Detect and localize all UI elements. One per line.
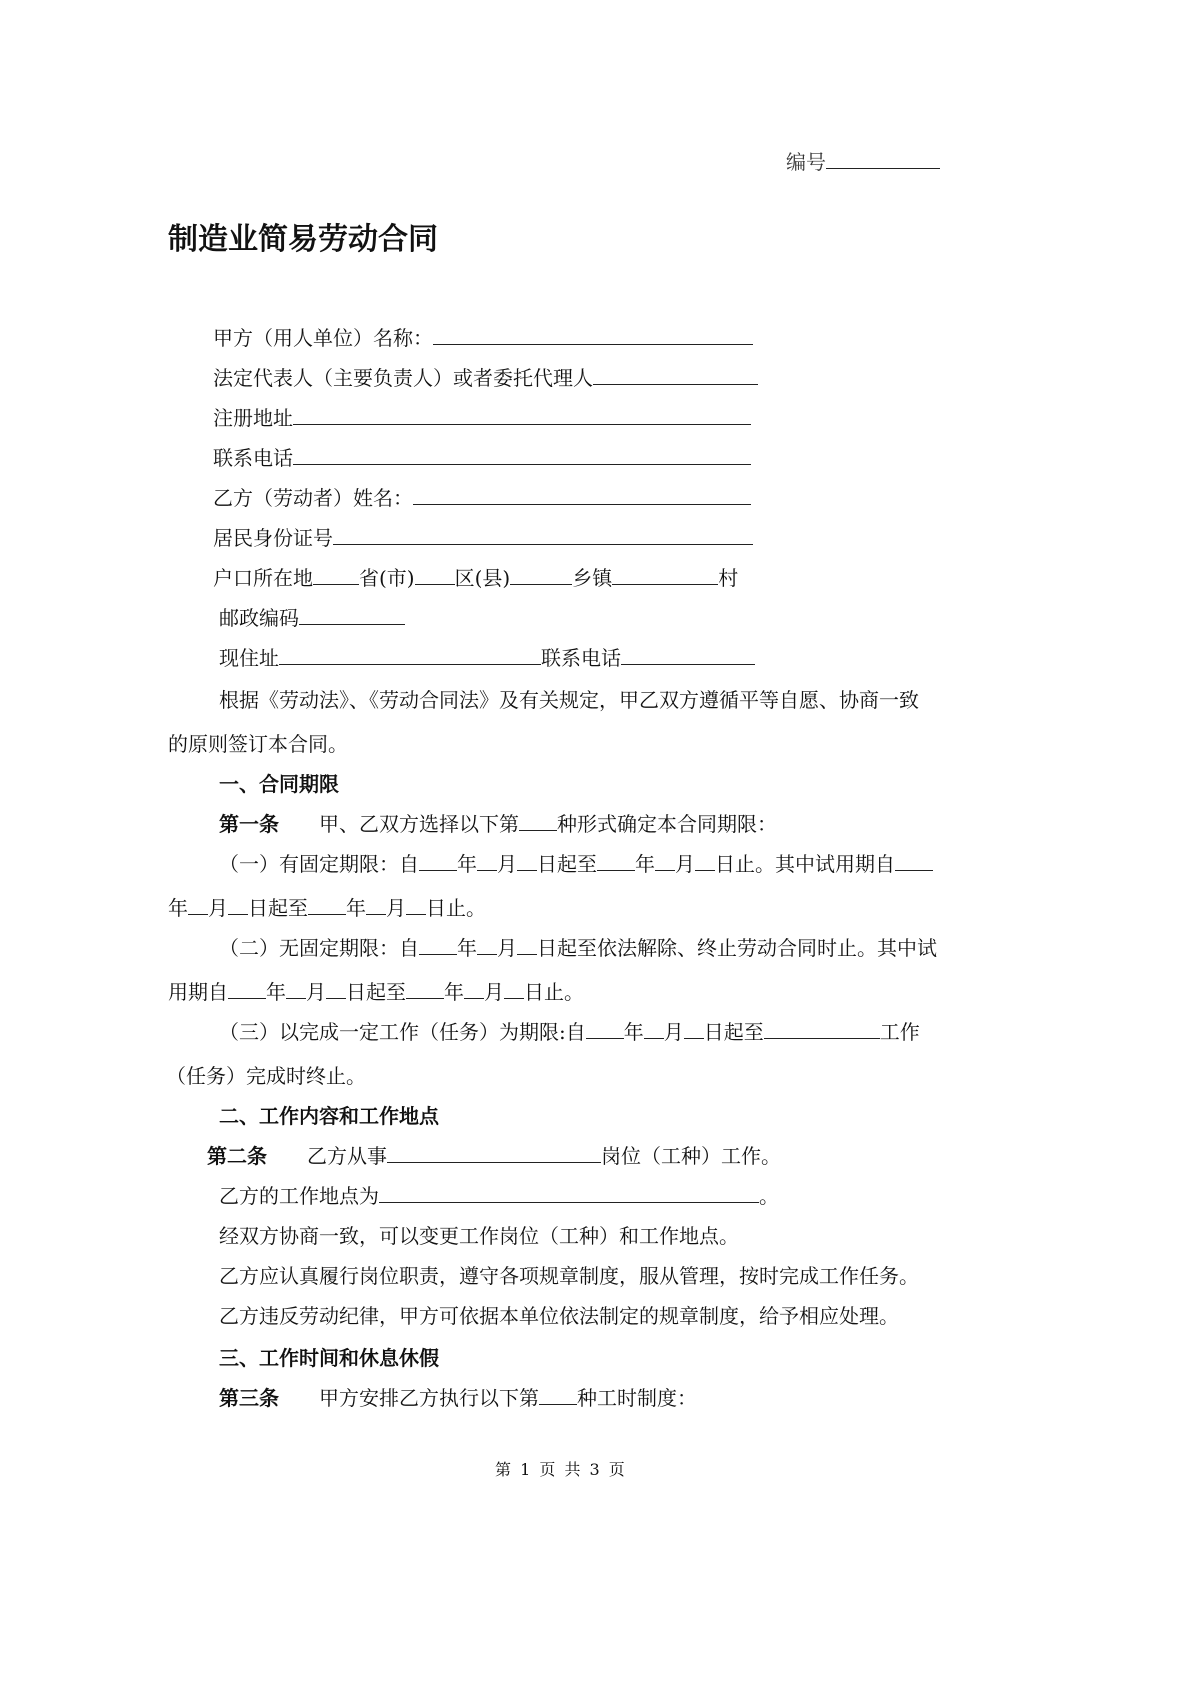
- work-place-line: [219, 1184, 779, 1208]
- section-2-line-5: 乙方违反劳动纪律，甲方可依据本单位依法制定的规章制度，给予相应处理。: [219, 1304, 899, 1328]
- year-label: 年: [444, 980, 464, 1004]
- date-blank[interactable]: [477, 936, 497, 955]
- date-blank[interactable]: [326, 980, 346, 999]
- hukou-district-blank[interactable]: [415, 566, 455, 585]
- id-number-blank[interactable]: [333, 526, 753, 545]
- article-3-text-a: 甲方安排乙方执行以下第: [319, 1386, 539, 1410]
- party-b-name-label: 乙方（劳动者）姓名：: [213, 486, 413, 510]
- hukou-district-label: 区(县): [454, 566, 511, 590]
- section-2-line-3: 经双方协商一致，可以变更工作岗位（工种）和工作地点。: [219, 1224, 739, 1248]
- option-3-line-2: （任务）完成时终止。: [166, 1064, 366, 1088]
- option-1-line-1: [219, 852, 933, 876]
- day-from-label: 日起至: [248, 896, 308, 920]
- address-phone-blank[interactable]: [621, 646, 755, 665]
- hukou-province-blank[interactable]: [313, 566, 359, 585]
- date-blank[interactable]: [464, 980, 484, 999]
- day-end-label: 日止。: [715, 852, 775, 876]
- date-blank[interactable]: [188, 896, 208, 915]
- year-label: 年: [623, 1020, 644, 1044]
- reg-address-label: 注册地址: [213, 406, 293, 430]
- hukou-line: [213, 566, 738, 590]
- id-number-line: [213, 526, 753, 550]
- date-blank[interactable]: [586, 1020, 624, 1039]
- article-1-choice-blank[interactable]: [519, 812, 557, 831]
- month-label: 月: [306, 980, 326, 1004]
- article-2-text-a: 乙方从事: [307, 1144, 387, 1168]
- phone-label: 联系电话: [213, 446, 293, 470]
- task-blank[interactable]: [764, 1020, 880, 1039]
- option-3-line-1: [219, 1020, 920, 1044]
- party-b-name-blank[interactable]: [413, 486, 751, 505]
- hukou-township-blank[interactable]: [510, 566, 572, 585]
- id-number-label: 居民身份证号: [213, 526, 333, 550]
- date-blank[interactable]: [419, 936, 457, 955]
- address-line: [219, 646, 755, 670]
- date-blank[interactable]: [517, 936, 537, 955]
- legal-rep-label: 法定代表人（主要负责人）或者委托代理人: [213, 366, 593, 390]
- month-label: 月: [484, 980, 504, 1004]
- date-blank[interactable]: [228, 896, 248, 915]
- date-blank[interactable]: [228, 980, 266, 999]
- address-phone-label: 联系电话: [541, 646, 621, 670]
- address-label: 现住址: [219, 646, 279, 670]
- section-2-heading: 二、工作内容和工作地点: [219, 1104, 439, 1128]
- party-a-name-label: 甲方（用人单位）名称：: [213, 326, 433, 350]
- work-place-end: 。: [759, 1184, 779, 1208]
- postcode-line: [219, 606, 405, 630]
- article-3-text-b: 种工时制度：: [577, 1386, 697, 1410]
- article-2-text-b: 岗位（工种）工作。: [601, 1144, 781, 1168]
- work-place-label: 乙方的工作地点为: [219, 1184, 379, 1208]
- postcode-blank[interactable]: [299, 606, 405, 625]
- year-label: 年: [266, 980, 286, 1004]
- preamble-line-2: 的原则签订本合同。: [168, 732, 348, 756]
- option-3-text-c: 工作: [879, 1020, 920, 1044]
- party-b-name-line: [213, 486, 751, 510]
- day-from-label: 日起至: [346, 980, 406, 1004]
- option-2-text-c: 用期自: [168, 980, 228, 1004]
- date-blank[interactable]: [517, 852, 537, 871]
- hukou-township-label: 乡镇: [572, 566, 613, 590]
- month-label: 月: [497, 852, 517, 876]
- address-blank[interactable]: [279, 646, 541, 665]
- date-blank[interactable]: [286, 980, 306, 999]
- option-3-text-a: （三）以完成一定工作（任务）为期限:自: [219, 1020, 586, 1044]
- work-hours-choice-blank[interactable]: [539, 1386, 577, 1405]
- year-label: 年: [346, 896, 366, 920]
- article-3-label: 第三条: [219, 1386, 279, 1410]
- year-label: 年: [168, 896, 188, 920]
- hukou-village-blank[interactable]: [612, 566, 718, 585]
- year-label: 年: [457, 852, 477, 876]
- date-blank[interactable]: [597, 852, 635, 871]
- page-number: 第 1 页 共 3 页: [495, 1460, 627, 1479]
- option-1-text-a: （一）有固定期限：自: [219, 852, 419, 876]
- month-label: 月: [675, 852, 695, 876]
- day-end-label: 日止。: [524, 980, 584, 1004]
- preamble-line-1: 根据《劳动法》、《劳动合同法》及有关规定，甲乙双方遵循平等自愿、协商一致: [219, 688, 919, 712]
- section-3-heading: 三、工作时间和休息休假: [219, 1346, 439, 1370]
- date-blank[interactable]: [695, 852, 715, 871]
- phone-line: [213, 446, 751, 470]
- option-2-text-b: 日起至依法解除、终止劳动合同时止。其中试: [537, 936, 937, 960]
- phone-blank[interactable]: [293, 446, 751, 465]
- year-label: 年: [635, 852, 655, 876]
- month-label: 月: [386, 896, 406, 920]
- legal-rep-line: [213, 366, 758, 390]
- article-1-text-b: 种形式确定本合同期限：: [557, 812, 777, 836]
- date-blank[interactable]: [684, 1020, 704, 1039]
- serial-blank[interactable]: [826, 150, 940, 169]
- hukou-province-label: 省(市): [359, 566, 415, 590]
- date-blank[interactable]: [366, 896, 386, 915]
- serial-label: 编号: [786, 150, 826, 174]
- article-1-label: 第一条: [219, 812, 279, 836]
- article-1-text-a: 甲、乙双方选择以下第: [319, 812, 519, 836]
- date-blank[interactable]: [644, 1020, 664, 1039]
- reg-address-blank[interactable]: [293, 406, 751, 425]
- article-2: [207, 1144, 781, 1168]
- section-2-line-4: 乙方应认真履行岗位职责，遵守各项规章制度，服从管理，按时完成工作任务。: [219, 1264, 919, 1288]
- article-3: [219, 1386, 697, 1410]
- month-label: 月: [208, 896, 228, 920]
- article-2-label: 第二条: [207, 1144, 267, 1168]
- document-title: 制造业简易劳动合同: [168, 222, 438, 257]
- date-blank[interactable]: [895, 852, 933, 871]
- legal-rep-blank[interactable]: [593, 366, 758, 385]
- serial-number: [786, 150, 940, 174]
- year-label: 年: [457, 936, 477, 960]
- postcode-label: 邮政编码: [219, 606, 299, 630]
- day-end-label: 日止。: [426, 896, 486, 920]
- date-blank[interactable]: [308, 896, 346, 915]
- option-3-text-b: 日起至: [703, 1020, 764, 1044]
- date-blank[interactable]: [655, 852, 675, 871]
- option-2-text-a: （二）无固定期限：自: [219, 936, 419, 960]
- hukou-village-label: 村: [718, 566, 739, 590]
- job-post-blank[interactable]: [387, 1144, 601, 1163]
- reg-address-line: [213, 406, 751, 430]
- month-label: 月: [497, 936, 517, 960]
- date-blank[interactable]: [406, 896, 426, 915]
- date-blank[interactable]: [406, 980, 444, 999]
- option-1-line-2: [168, 896, 486, 920]
- party-a-name-line: [213, 326, 753, 350]
- article-1: [219, 812, 777, 836]
- hukou-label: 户口所在地: [213, 566, 313, 590]
- date-blank[interactable]: [504, 980, 524, 999]
- date-blank[interactable]: [477, 852, 497, 871]
- option-2-line-1: [219, 936, 937, 960]
- section-1-heading: 一、合同期限: [219, 772, 339, 796]
- month-label: 月: [663, 1020, 684, 1044]
- date-blank[interactable]: [419, 852, 457, 871]
- option-1-text-b: 其中试用期自: [775, 852, 895, 876]
- party-a-name-blank[interactable]: [433, 326, 753, 345]
- day-from-label: 日起至: [537, 852, 597, 876]
- option-2-line-2: [168, 980, 584, 1004]
- work-place-blank[interactable]: [379, 1184, 759, 1203]
